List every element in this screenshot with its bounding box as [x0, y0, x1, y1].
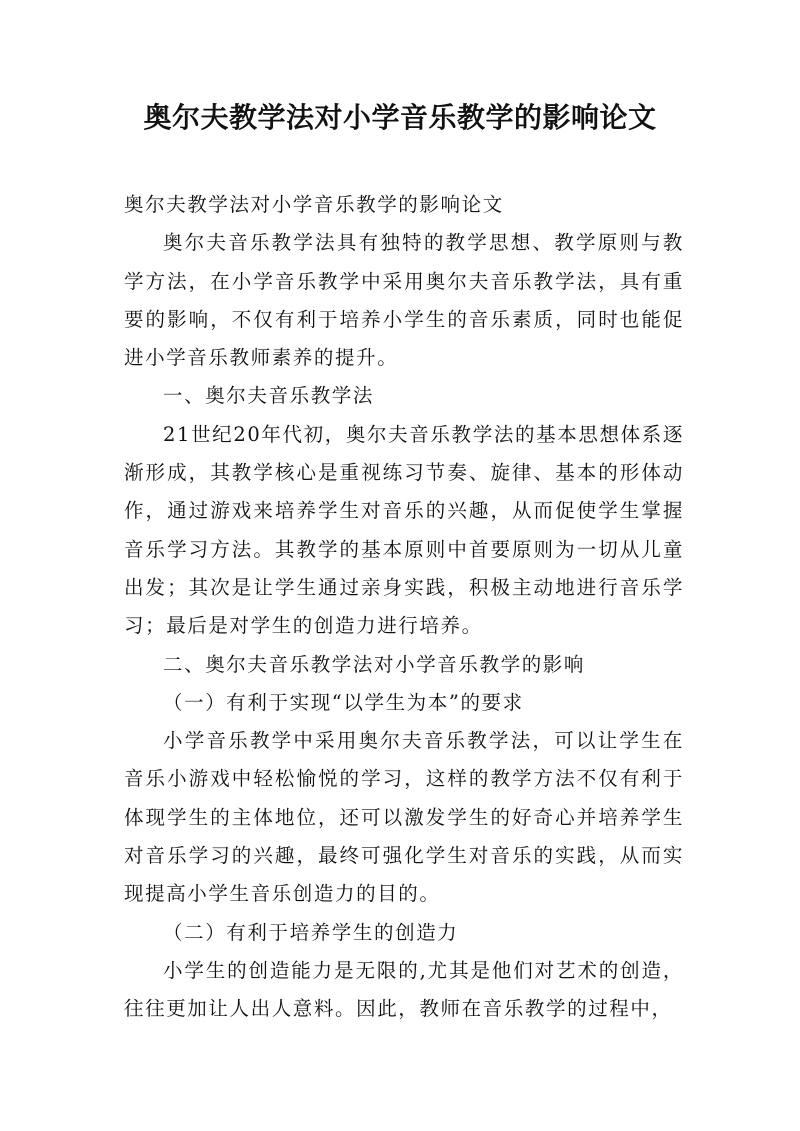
body-subtitle: 奥尔夫教学法对小学音乐教学的影响论文 — [124, 193, 504, 216]
document-title: 奥尔夫教学法对小学音乐教学的影响论文 — [143, 101, 657, 134]
document-body — [124, 186, 684, 1029]
paragraph-student-centered: 小学音乐教学中采用奥尔夫音乐教学法，可以让学生在音乐小游戏中轻松愉悦的学习，这样的教学方法不仅有利于体现学生的主体地位，还可以激发学生的好奇心并培养学生对音乐学习的兴趣，最终可强化学生对音乐的实践，从而实现提高小学生音乐创造力的目的。 — [124, 729, 684, 906]
subsection-heading-1: （一）有利于实现“以学生为本”的要求 — [163, 690, 524, 714]
subsection-heading-2: （二）有利于培养学生的创造力 — [163, 920, 459, 944]
paragraph-intro: 奥尔夫音乐教学法具有独特的教学思想、教学原则与教学方法，在小学音乐教学中采用奥尔夫音乐教学法，具有重要的影响，不仅有利于培养小学生的音乐素质，同时也能促进小学音乐教师素养的提升。 — [124, 231, 684, 370]
paragraph-creativity: 小学生的创造能力是无限的,尤其是他们对艺术的创造，往往更加让人出人意料。因此，教师在音乐教学的过程中， — [124, 958, 684, 1021]
section-heading-2: 二、奥尔夫音乐教学法对小学音乐教学的影响 — [163, 652, 586, 676]
paragraph-history: 21世纪20年代初，奥尔夫音乐教学法的基本思想体系逐渐形成，其教学核心是重视练习节奏、旋律、基本的形体动作，通过游戏来培养学生对音乐的兴趣，从而促使学生掌握音乐学习方法。其教学的基本原则中首要原则为一切从儿童出发；其次是让学生通过亲身实践，积极主动地进行音乐学习；最后是对学生的创造力进行培养。 — [124, 422, 684, 638]
section-heading-1: 一、奥尔夫音乐教学法 — [163, 384, 375, 408]
